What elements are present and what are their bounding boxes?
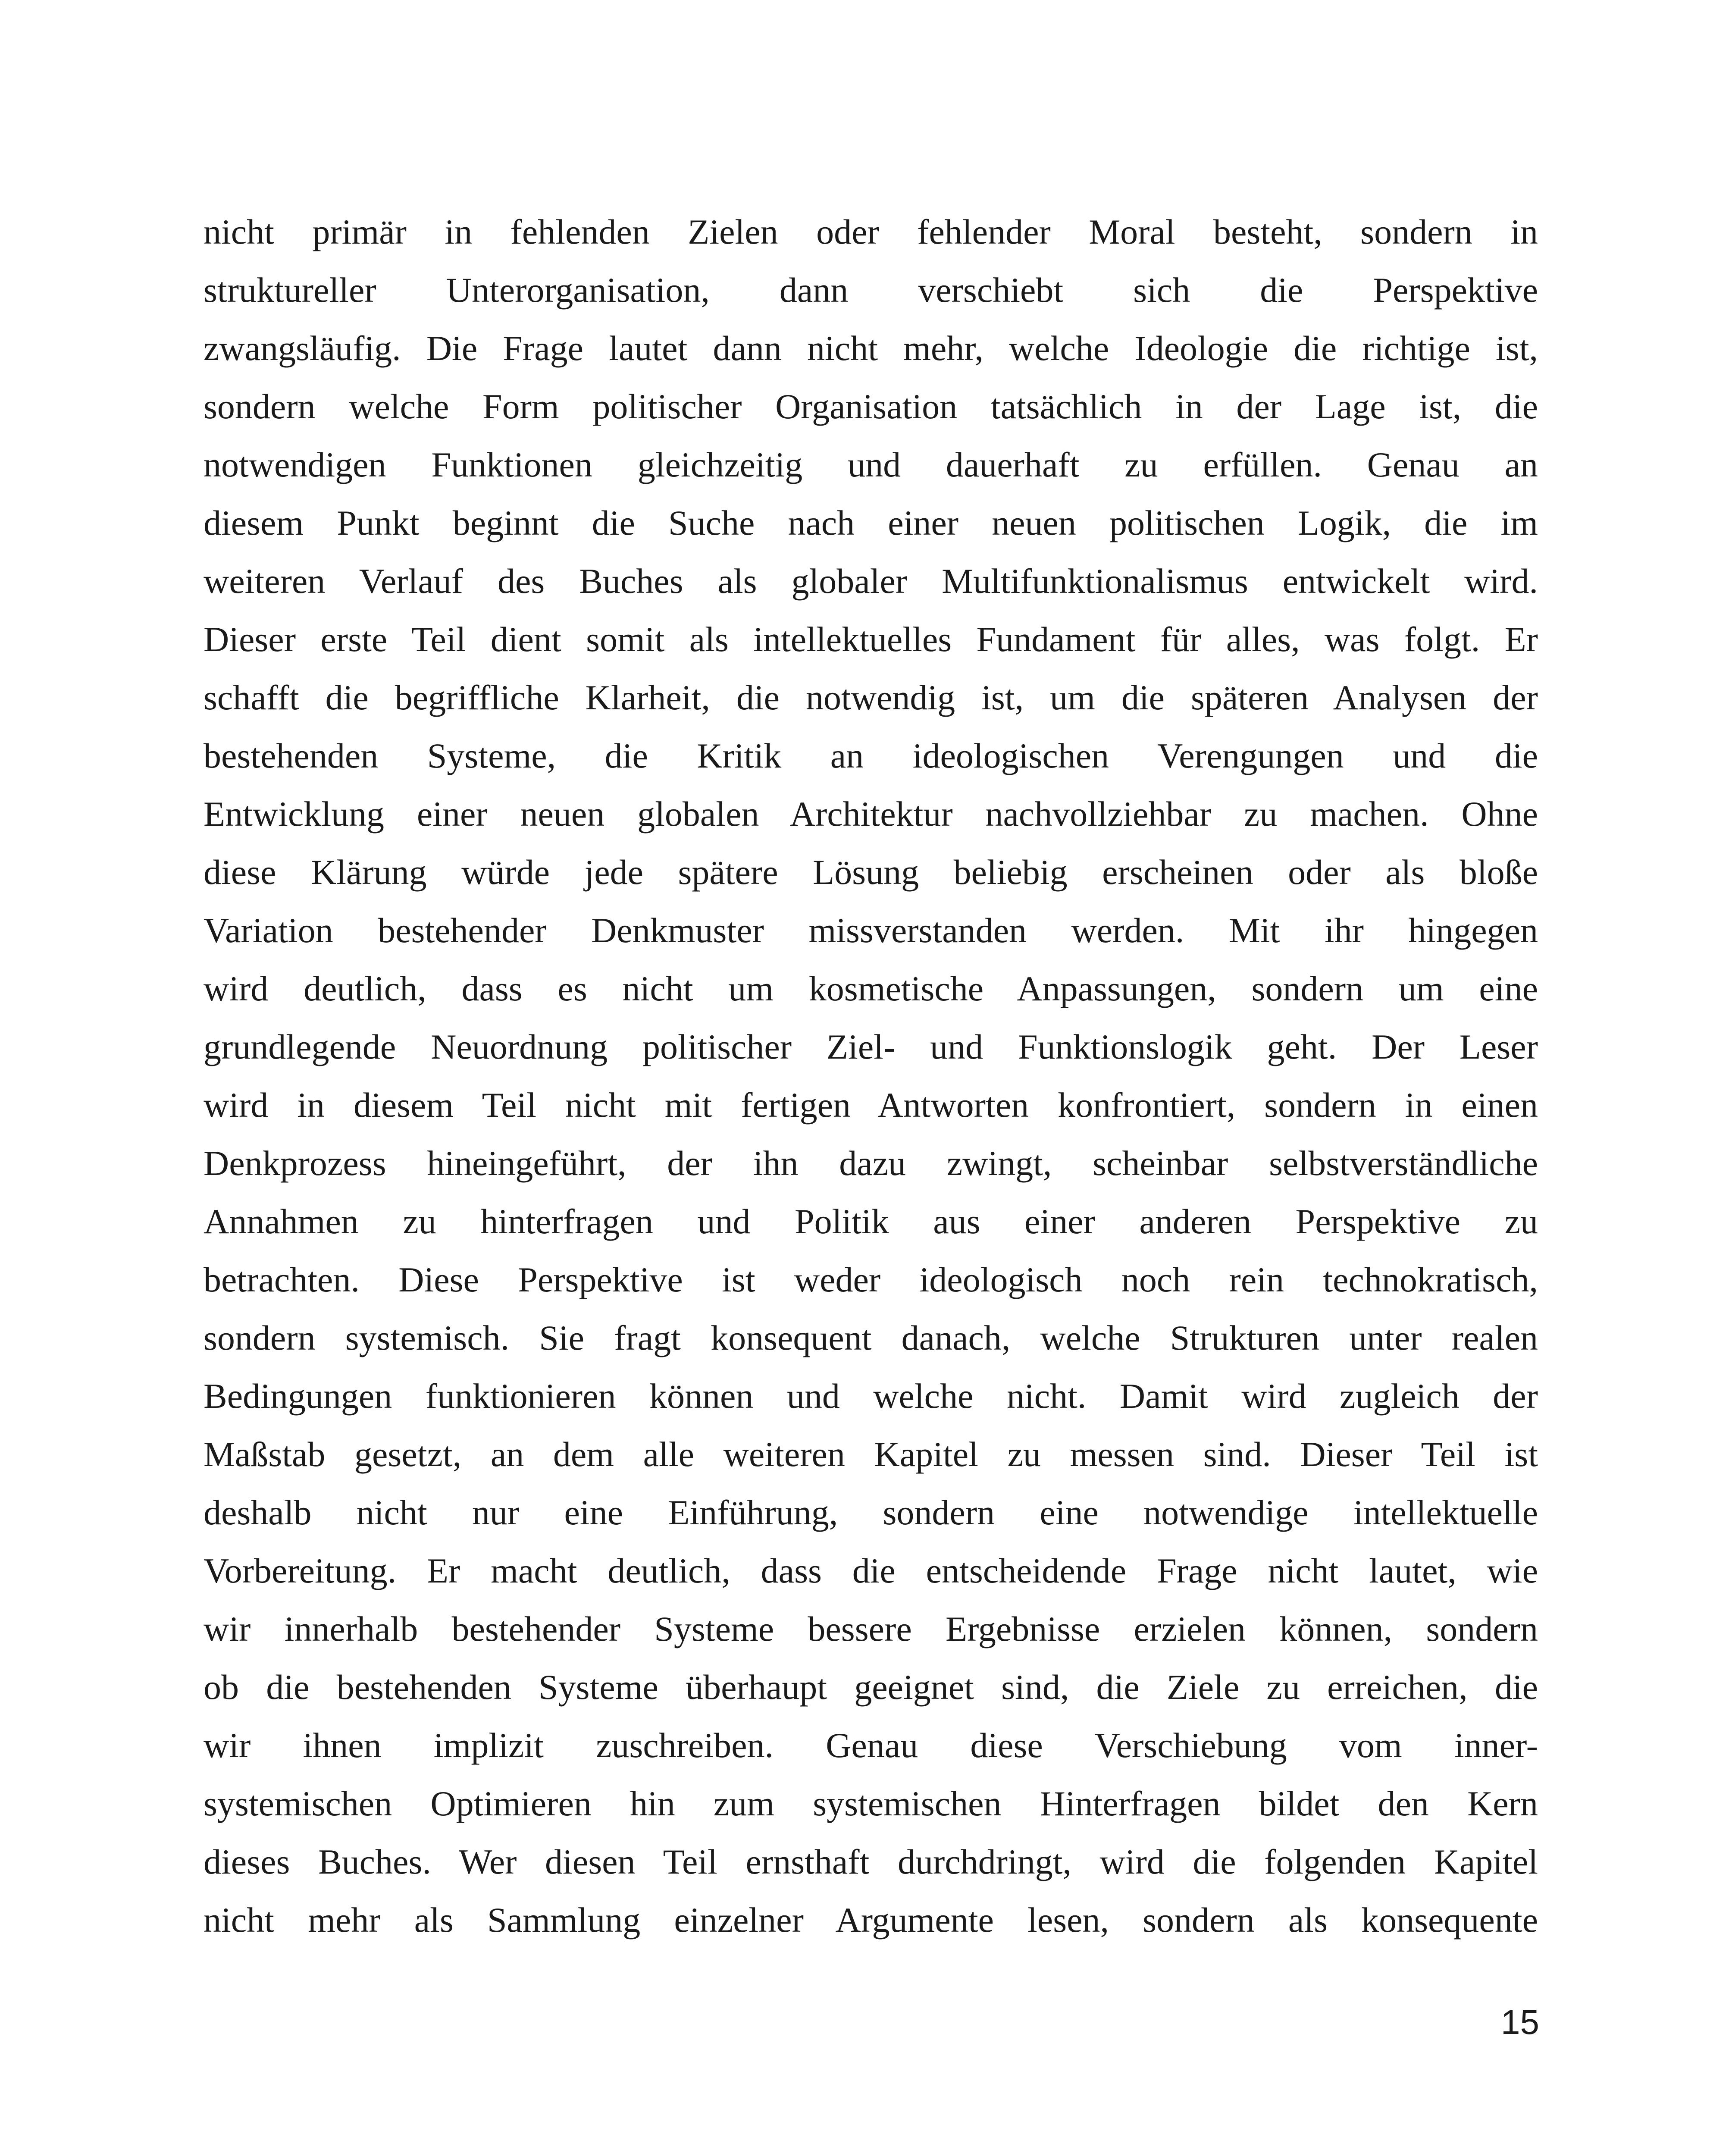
text-line: Denkprozess hineingeführt, der ihn dazu zwingt, scheinbar selbstverständliche — [204, 1144, 1538, 1183]
text-line: diese Klärung würde jede spätere Lösung beliebig erscheinen oder als bloße — [204, 852, 1538, 892]
text-line: Bedingungen funktionieren können und welche nicht. Damit wird zugleich der — [204, 1376, 1538, 1416]
text-line: systemischen Optimieren hin zum systemischen Hinterfragen bildet den Kern — [204, 1784, 1538, 1823]
text-line: Dieser erste Teil dient somit als intellektuelles Fundament für alles, was folgt. Er — [204, 620, 1538, 659]
text-line: wird deutlich, dass es nicht um kosmetische Anpassungen, sondern um eine — [204, 969, 1538, 1008]
text-line: struktureller Unterorganisation, dann verschiebt sich die Perspektive — [204, 270, 1538, 310]
text-line: bestehenden Systeme, die Kritik an ideologischen Verengungen und die — [204, 736, 1538, 775]
text-line: ob die bestehenden Systeme überhaupt geeignet sind, die Ziele zu erreichen, die — [204, 1667, 1538, 1707]
text-line: sondern welche Form politischer Organisation tatsächlich in der Lage ist, die — [204, 387, 1538, 426]
text-line: schafft die begriffliche Klarheit, die notwendig ist, um die späteren Analysen der — [204, 678, 1538, 717]
text-line: betrachten. Diese Perspektive ist weder ideologisch noch rein technokratisch, — [204, 1260, 1538, 1299]
body-text — [204, 203, 1538, 1949]
text-line: nicht mehr als Sammlung einzelner Argumente lesen, sondern als konsequente — [204, 1900, 1538, 1940]
text-line: Variation bestehender Denkmuster missverstanden werden. Mit ihr hingegen — [204, 911, 1538, 950]
text-line: wir innerhalb bestehender Systeme bessere Ergebnisse erzielen können, sondern — [204, 1609, 1538, 1648]
text-line: wir ihnen implizit zuschreiben. Genau diese Verschiebung vom inner- — [204, 1726, 1538, 1765]
text-line: notwendigen Funktionen gleichzeitig und dauerhaft zu erfüllen. Genau an — [204, 445, 1538, 484]
text-line: wird in diesem Teil nicht mit fertigen Antworten konfrontiert, sondern in einen — [204, 1085, 1538, 1125]
text-line: deshalb nicht nur eine Einführung, sondern eine notwendige intellektuelle — [204, 1493, 1538, 1532]
text-line: Maßstab gesetzt, an dem alle weiteren Kapitel zu messen sind. Dieser Teil ist — [204, 1435, 1538, 1474]
text-line: Entwicklung einer neuen globalen Architektur nachvollziehbar zu machen. Ohne — [204, 794, 1538, 834]
text-line: zwangsläufig. Die Frage lautet dann nicht mehr, welche Ideologie die richtige ist, — [204, 329, 1538, 368]
text-line: diesem Punkt beginnt die Suche nach einer neuen politischen Logik, die im — [204, 503, 1538, 542]
text-line: nicht primär in fehlenden Zielen oder fehlender Moral besteht, sondern in — [204, 212, 1538, 251]
text-line: Vorbereitung. Er macht deutlich, dass die entscheidende Frage nicht lautet, wie — [204, 1551, 1538, 1590]
page-number: 15 — [1501, 2003, 1539, 2041]
text-line: grundlegende Neuordnung politischer Ziel- und Funktionslogik geht. Der Leser — [204, 1027, 1538, 1066]
text-line: dieses Buches. Wer diesen Teil ernsthaft durchdringt, wird die folgenden Kapitel — [204, 1842, 1538, 1881]
text-line: Annahmen zu hinterfragen und Politik aus einer anderen Perspektive zu — [204, 1202, 1538, 1241]
text-line: sondern systemisch. Sie fragt konsequent danach, welche Strukturen unter realen — [204, 1318, 1538, 1357]
text-line: weiteren Verlauf des Buches als globaler Multifunktionalismus entwickelt wird. — [204, 561, 1538, 601]
